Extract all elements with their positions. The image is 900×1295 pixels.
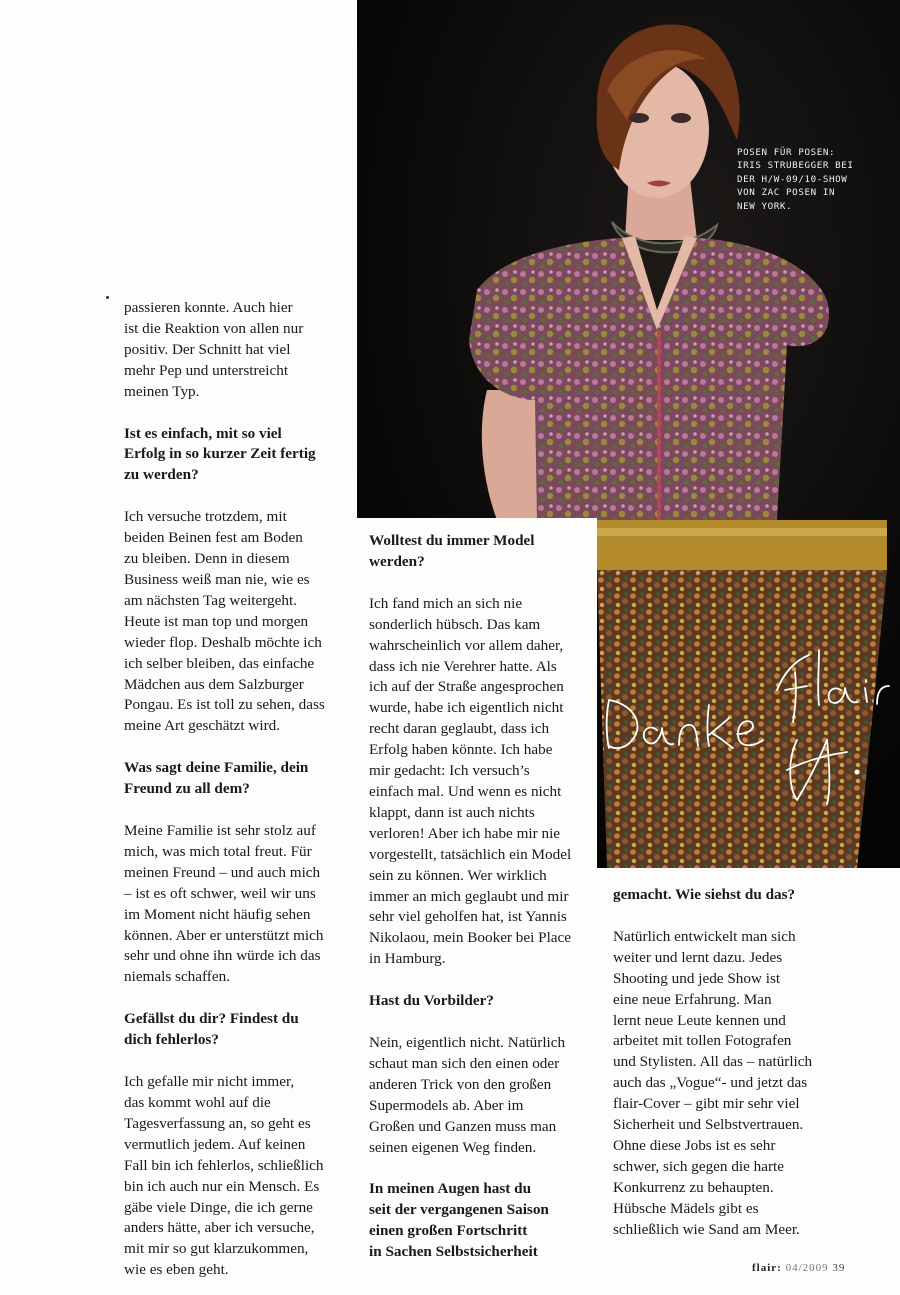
article-column-2 (369, 531, 595, 1263)
text-line: weiter und lernt dazu. Jedes (613, 948, 783, 966)
interview-answer (124, 507, 354, 737)
text-line: Ich versuche trotzdem, mit (124, 508, 287, 526)
bullet-dot (106, 296, 109, 299)
text-line: wurde, habe ich eigentlich nicht (369, 699, 564, 717)
text-line: Was sagt deine Familie, dein (124, 759, 309, 777)
text-line: mit mir so gut klarzukommen, (124, 1240, 309, 1258)
issue-number: 04/2009 (785, 1262, 829, 1274)
text-line: werden? (369, 552, 425, 570)
interview-question (124, 424, 354, 487)
text-line: Hübsche Mädels gibt es (613, 1199, 759, 1217)
text-line: wie es eben geht. (124, 1261, 229, 1279)
text-line: In meinen Augen hast du (369, 1180, 532, 1198)
text-line: beiden Beinen fest am Boden (124, 529, 303, 547)
text-line: Shooting und jede Show ist (613, 969, 781, 987)
text-line: sehr viel geholfen hat, ist Yannis (369, 908, 567, 926)
text-line: dich fehlerlos? (124, 1031, 219, 1049)
text-line: im Moment nicht häufig sehen (124, 905, 311, 923)
text-line: Gefällst du dir? Findest du (124, 1010, 299, 1028)
text-line: am nächsten Tag weitergeht. (124, 591, 297, 609)
paragraph-gap (369, 1012, 595, 1033)
text-line: Pongau. Es ist toll zu sehen, dass (124, 696, 325, 714)
text-line: Konkurrenz zu behaupten. (613, 1178, 774, 1196)
paragraph-gap (369, 1158, 595, 1179)
text-line: Sicherheit und Selbstvertrauen. (613, 1116, 804, 1134)
interview-answer (124, 298, 354, 403)
text-line: zu bleiben. Denn in diesem (124, 550, 290, 568)
paragraph-gap (613, 906, 839, 927)
interview-answer (124, 821, 354, 988)
text-line: zu werden? (124, 466, 199, 484)
interview-question (613, 885, 839, 906)
text-line: ich auf der Straße angesprochen (369, 678, 564, 696)
text-line: meine Art geschätzt wird. (124, 717, 281, 735)
text-line: sein zu können. Wer wirklich (369, 866, 547, 884)
text-line: ist die Reaktion von allen nur (124, 319, 304, 337)
text-line: Fall bin ich fehlerlos, schließlich (124, 1156, 324, 1174)
text-line: dass ich nie Verehrer hatte. Als (369, 657, 557, 675)
article-column-1 (124, 298, 354, 1281)
caption-line: VON ZAC POSEN IN (737, 187, 836, 199)
interview-answer (613, 927, 839, 1241)
caption-line: POSEN FÜR POSEN: (737, 147, 836, 158)
text-line: wahrscheinlich vor allem daher, (369, 636, 564, 654)
text-line: Business weiß man nie, wie es (124, 570, 310, 588)
text-line: immer an mich geglaubt und mir (369, 887, 569, 905)
text-line: Ich fand mich an sich nie (369, 594, 523, 612)
text-line: können. Aber er unterstützt mich (124, 926, 324, 944)
magazine-name: flair: (752, 1262, 782, 1274)
caption-line: IRIS STRUBEGGER BEI (737, 160, 854, 172)
text-line: Tagesverfassung an, so geht es (124, 1114, 311, 1132)
text-line: meinen Freund – und auch mich (124, 863, 321, 881)
text-line: Hast du Vorbilder? (369, 992, 494, 1010)
paragraph-gap (124, 486, 354, 507)
text-line: – ist es oft schwer, weil wir uns (124, 884, 316, 902)
caption-line: DER H/W-09/10-SHOW (737, 173, 848, 185)
text-line: passieren konnte. Auch hier (124, 299, 293, 316)
text-line: seinen eigenen Weg finden. (369, 1138, 537, 1156)
text-line: Erfolg in so kurzer Zeit fertig (124, 445, 316, 463)
text-line: recht daran geglaubt, dass ich (369, 720, 550, 738)
interview-question (369, 531, 595, 573)
text-line: vermutlich jedem. Auf keinen (124, 1135, 306, 1153)
text-line: gäbe viele Dinge, die ich gerne (124, 1198, 313, 1216)
text-line: flair-Cover – gibt mir sehr viel (613, 1095, 800, 1113)
text-line: Heute ist man top und morgen (124, 612, 309, 630)
text-line: einfach mal. Und wenn es nicht (369, 782, 562, 800)
text-line: sehr und ohne ihn würde ich das (124, 947, 321, 965)
text-line: schwer, sich gegen die harte (613, 1157, 785, 1175)
paragraph-gap (369, 970, 595, 991)
text-line: schaut man sich den einen oder (369, 1054, 560, 1072)
text-line: verloren! Aber ich habe mir nie (369, 824, 561, 842)
article-column-3 (613, 885, 839, 1241)
text-line: vorgestellt, tatsächlich ein Model (369, 845, 572, 863)
text-line: das kommt wohl auf die (124, 1094, 271, 1111)
text-line: bin ich auch nur ein Mensch. Es (124, 1177, 320, 1195)
text-line: einen großen Fortschritt (369, 1222, 528, 1240)
text-line: in Sachen Selbstsicherheit (369, 1243, 538, 1261)
paragraph-gap (124, 1051, 354, 1072)
interview-question (369, 1179, 595, 1263)
text-line: Ohne diese Jobs ist es sehr (613, 1136, 776, 1154)
interview-question (124, 758, 354, 800)
text-line: anderen Trick von den großen (369, 1075, 552, 1093)
paragraph-gap (124, 403, 354, 424)
text-line: Ist es einfach, mit so viel (124, 424, 282, 442)
interview-question (124, 1009, 354, 1051)
text-line: Nikolaou, mein Booker bei Place (369, 929, 572, 947)
interview-answer (369, 1033, 595, 1158)
interview-answer (369, 594, 595, 970)
interview-question (369, 991, 595, 1012)
text-line: Meine Familie ist sehr stolz auf (124, 822, 316, 840)
text-line: seit der vergangenen Saison (369, 1201, 549, 1219)
text-line: arbeitet mit tollen Fotografen (613, 1032, 792, 1050)
text-line: Mädchen aus dem Salzburger (124, 675, 304, 693)
text-line: Großen und Ganzen muss man (369, 1117, 557, 1135)
text-line: Wolltest du immer Model (369, 532, 535, 549)
page-number: 39 (832, 1262, 846, 1274)
text-line: Natürlich entwickelt man sich (613, 927, 796, 945)
text-line: in Hamburg. (369, 950, 446, 968)
text-line: meinen Typ. (124, 382, 200, 400)
text-line: gemacht. Wie siehst du das? (613, 886, 796, 903)
text-line: Freund zu all dem? (124, 780, 250, 798)
text-line: mir gedacht: Ich versuch’s (369, 762, 530, 780)
text-line: Erfolg haben könnte. Ich habe (369, 741, 553, 759)
interview-answer (124, 1072, 354, 1281)
text-line: Ich gefalle mir nicht immer, (124, 1073, 295, 1091)
paragraph-gap (369, 573, 595, 594)
paragraph-gap (124, 800, 354, 821)
text-line: lernt neue Leute kennen und (613, 1011, 786, 1029)
text-line: schließlich wie Sand am Meer. (613, 1220, 800, 1238)
text-line: ich selber bleiben, das einfache (124, 654, 315, 672)
paragraph-gap (124, 988, 354, 1009)
text-line: wieder flop. Deshalb möchte ich (124, 633, 322, 651)
text-line: und Stylisten. All das – natürlich (613, 1053, 813, 1071)
paragraph-gap (124, 737, 354, 758)
text-line: positiv. Der Schnitt hat viel (124, 340, 291, 358)
text-line: Nein, eigentlich nicht. Natürlich (369, 1034, 566, 1052)
page-footer (752, 1262, 845, 1274)
text-line: mich, was mich total freut. Für (124, 842, 312, 860)
text-line: klappt, dann ist auch nichts (369, 803, 535, 821)
text-line: mehr Pep und unterstreicht (124, 361, 289, 379)
text-line: sonderlich hübsch. Das kam (369, 615, 541, 633)
text-line: eine neue Erfahrung. Man (613, 990, 772, 1008)
text-line: Supermodels ab. Aber im (369, 1096, 524, 1114)
text-line: auch das „Vogue“- und jetzt das (613, 1074, 808, 1092)
text-line: niemals schaffen. (124, 968, 230, 986)
text-line: anders hätte, aber ich versuche, (124, 1219, 315, 1237)
caption-line: NEW YORK. (737, 200, 793, 212)
